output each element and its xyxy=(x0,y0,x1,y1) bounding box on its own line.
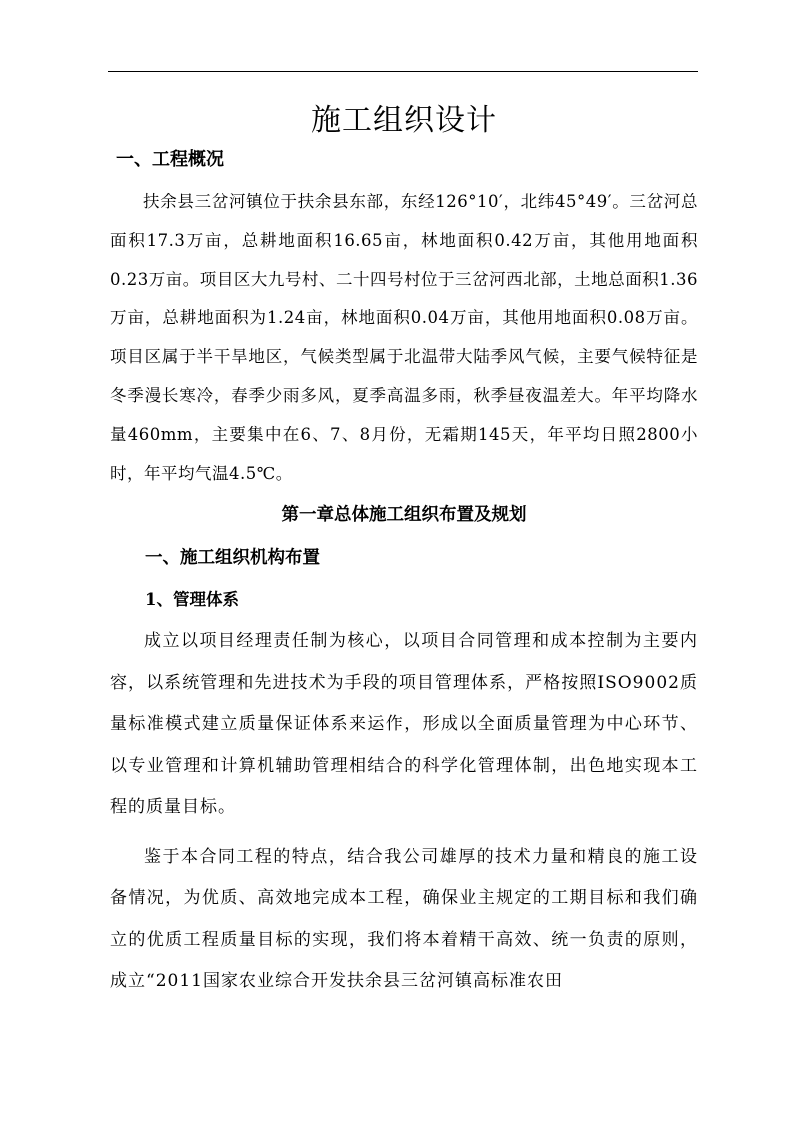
document-body xyxy=(110,98,698,1003)
chapter-heading: 第一章总体施工组织布置及规划 xyxy=(281,505,527,526)
header-rule xyxy=(108,71,698,72)
document-title: 施工组织设计 xyxy=(311,103,497,138)
overview-paragraph: 扶余县三岔河镇位于扶余县东部，东经126°10′，北纬45°49′。三岔河总面积17.3万亩，总耕地面积16.65亩，林地面积0.42万亩，其他用地面积0.23万亩。项目区大九号村、二十四号村位于三岔河西北部，土地总面积1.36万亩，总耕地面积为1.24亩，林地面积0.04万亩，其他用地面积0.08万亩。项目区属于半干旱地区，气候类型属于北温带大陆季风气候，主要气候特征是冬季漫长寒冷，春季少雨多风，夏季高温多雨，秋季昼夜温差大。年平均降水量460mm，主要集中在6、7、8月份，无霜期145天，年平均日照2800小时，年平均气温4.5℃。 xyxy=(110,192,698,483)
subsection-heading-management: 1、管理体系 xyxy=(145,590,239,610)
management-paragraph-1: 成立以项目经理责任制为核心，以项目合同管理和成本控制为主要内容，以系统管理和先进技术为手段的项目管理体系，严格按照ISO9002质量标准模式建立质量保证体系来运作，形成以全面质量管理为中心环节、以专业管理和计算机辅助管理相结合的科学化管理体制，出色地实现本工程的质量目标。 xyxy=(110,631,698,818)
section-heading-organization: 一、施工组织机构布置 xyxy=(145,548,320,569)
section-heading-overview: 一、工程概况 xyxy=(116,149,224,170)
management-paragraph-2: 鉴于本合同工程的特点，结合我公司雄厚的技术力量和精良的施工设备情况，为优质、高效地完成本工程，确保业主规定的工期目标和我们确立的优质工程质量目标的实现，我们将本着精干高效、统一负责的原则，成立“2011国家农业综合开发扶余县三岔河镇高标准农田 xyxy=(110,846,698,992)
